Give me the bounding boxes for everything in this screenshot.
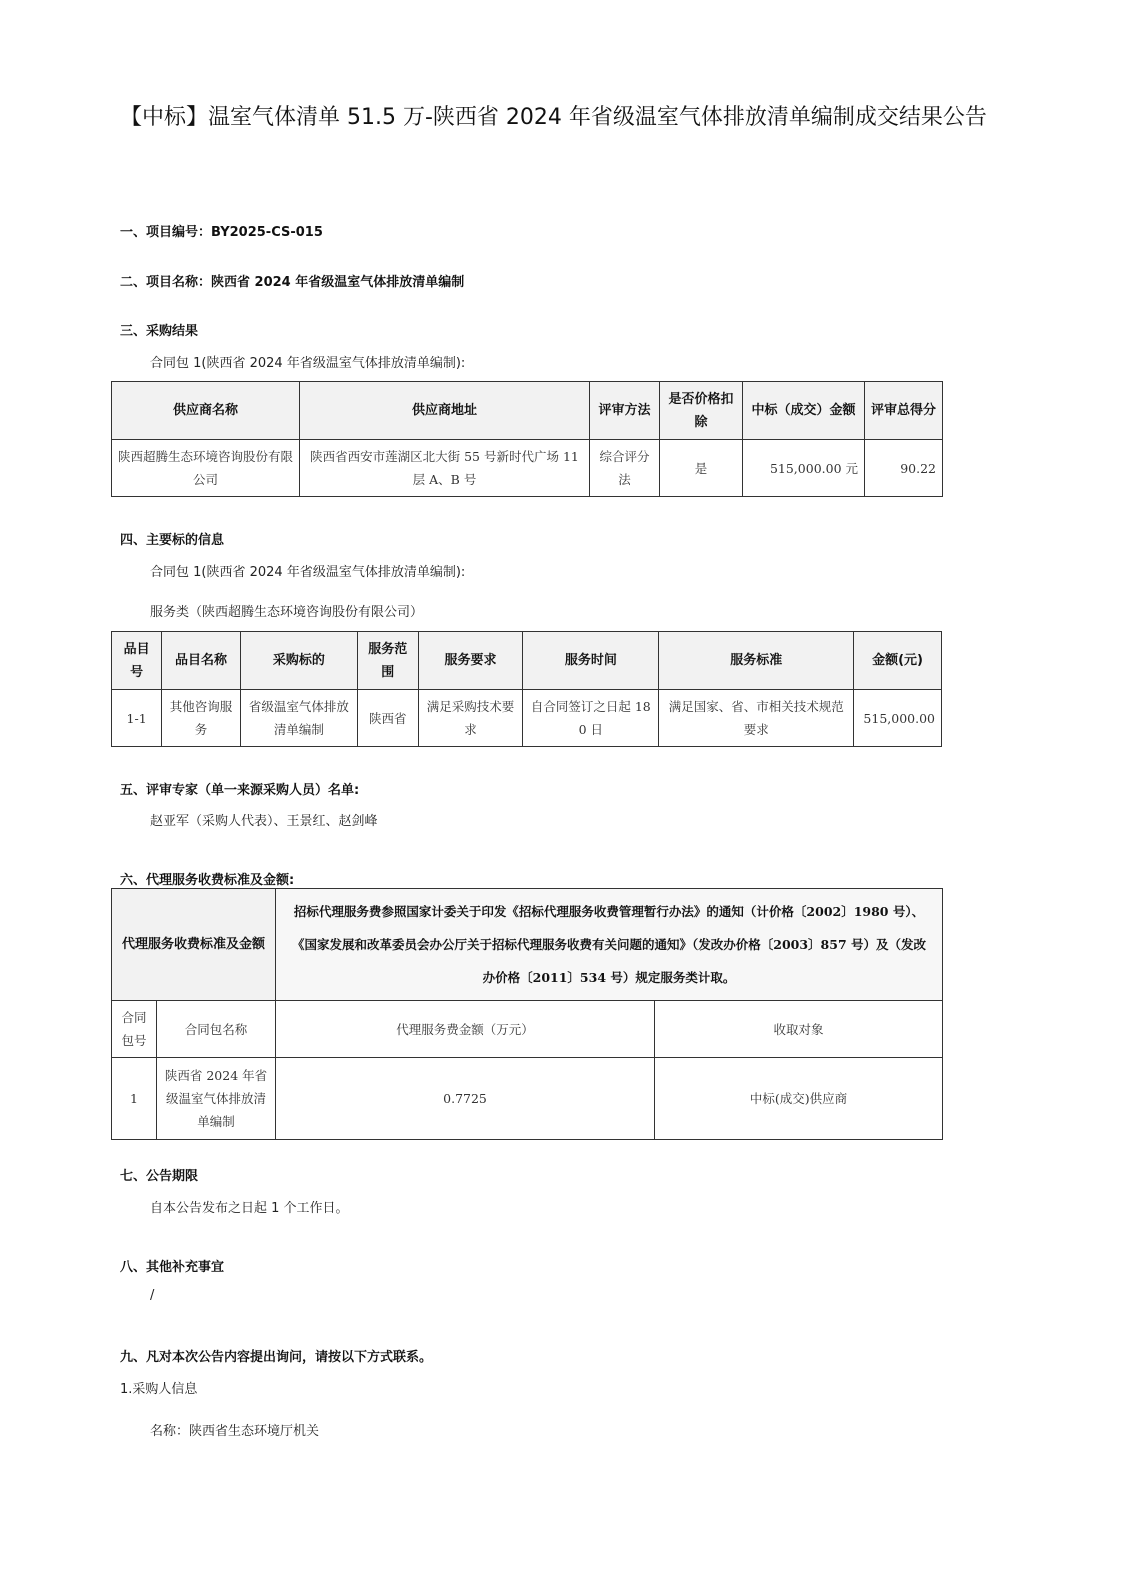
- section-other-matters: 八、其他补充事宜: [120, 1260, 225, 1275]
- service-category: 服务类（陕西超腾生态环境咨询股份有限公司）: [150, 605, 424, 620]
- fee-standard-text: 招标代理服务费参照国家计委关于印发《招标代理服务收费管理暂行办法》的通知（计价格〔2002〕1980 号）、《国家发展和改革委员会办公厅关于招标代理服务收费有关问题的通知》（发改办价格〔2003〕857 号）及（发改办价格〔2011〕534 号）规定服务类计取。: [276, 889, 943, 1001]
- section-contact: 九、凡对本次公告内容提出询问，请按以下方式联系。: [120, 1350, 433, 1365]
- announcement-period-text: 自本公告发布之日起 1 个工作日。: [150, 1201, 349, 1216]
- header-fee-amount: 代理服务费金额（万元）: [276, 1001, 655, 1058]
- item-name: 其他咨询服务: [162, 690, 240, 747]
- page-title: 【中标】温室气体清单 51.5 万-陕西省 2024 年省级温室气体排放清单编制成交结果公告: [120, 105, 987, 130]
- subject-table-header: [112, 632, 942, 690]
- header-total-score: 评审总得分: [865, 382, 943, 440]
- header-item-number: 品目号: [112, 632, 162, 690]
- item-number: 1-1: [112, 690, 162, 747]
- section-announcement-period: 七、公告期限: [120, 1169, 199, 1184]
- header-charge-target: 收取对象: [655, 1001, 943, 1058]
- section-review-experts: 五、评审专家（单一来源采购人员）名单:: [120, 783, 360, 798]
- header-service-scope: 服务范围: [357, 632, 418, 690]
- package-name: 陕西省 2024 年省级温室气体排放清单编制: [157, 1058, 276, 1140]
- header-amount: 金额(元): [854, 632, 942, 690]
- procurement-subject: 省级温室气体排放清单编制: [240, 690, 357, 747]
- header-supplier-name: 供应商名称: [112, 382, 300, 440]
- header-supplier-address: 供应商地址: [300, 382, 590, 440]
- charge-target: 中标(成交)供应商: [655, 1058, 943, 1140]
- award-amount: 515,000.00 元: [743, 440, 865, 497]
- supplier-address: 陕西省西安市莲湖区北大街 55 号新时代广场 11 层 A、B 号: [300, 440, 590, 497]
- service-scope: 陕西省: [357, 690, 418, 747]
- supplier-name: 陕西超腾生态环境咨询股份有限公司: [112, 440, 300, 497]
- fee-standard-row: [112, 889, 943, 1001]
- header-review-method: 评审方法: [590, 382, 660, 440]
- header-service-requirement: 服务要求: [418, 632, 523, 690]
- service-time: 自合同签订之日起 180 日: [523, 690, 659, 747]
- purchaser-info-heading: 1.采购人信息: [120, 1382, 198, 1397]
- header-package-number: 合同包号: [112, 1001, 157, 1058]
- fee-amount: 0.7725: [276, 1058, 655, 1140]
- header-award-amount: 中标（成交）金额: [743, 382, 865, 440]
- package-number: 1: [112, 1058, 157, 1140]
- subject-table: [111, 631, 942, 747]
- service-standard: 满足国家、省、市相关技术规范要求: [659, 690, 854, 747]
- section-agency-fee: 六、代理服务收费标准及金额:: [120, 873, 295, 888]
- section-project-number: 一、项目编号：BY2025-CS-015: [120, 225, 323, 240]
- section-procurement-result: 三、采购结果: [120, 324, 199, 339]
- total-score: 90.22: [865, 440, 943, 497]
- fee-standard-label: 代理服务收费标准及金额: [112, 889, 276, 1001]
- section-subject-info: 四、主要标的信息: [120, 533, 225, 548]
- header-package-name: 合同包名称: [157, 1001, 276, 1058]
- header-item-name: 品目名称: [162, 632, 240, 690]
- result-table-header: [112, 382, 943, 440]
- service-requirement: 满足采购技术要求: [418, 690, 523, 747]
- expert-list: 赵亚军（采购人代表）、王景红、赵剑峰: [150, 814, 378, 829]
- table-row: [112, 690, 942, 747]
- other-matters-text: /: [150, 1288, 155, 1303]
- section-project-name: 二、项目名称：陕西省 2024 年省级温室气体排放清单编制: [120, 275, 465, 290]
- purchaser-name: 名称：陕西省生态环境厅机关: [150, 1424, 320, 1439]
- package-label: 合同包 1(陕西省 2024 年省级温室气体排放清单编制):: [150, 356, 466, 371]
- table-row: [112, 440, 943, 497]
- result-table: [111, 381, 943, 497]
- fee-table: [111, 888, 943, 1140]
- fee-table-header: [112, 1001, 943, 1058]
- header-price-deduction: 是否价格扣除: [660, 382, 743, 440]
- review-method: 综合评分法: [590, 440, 660, 497]
- table-row: [112, 1058, 943, 1140]
- header-service-standard: 服务标准: [659, 632, 854, 690]
- amount: 515,000.00: [854, 690, 942, 747]
- header-service-time: 服务时间: [523, 632, 659, 690]
- price-deduction: 是: [660, 440, 743, 497]
- header-procurement-subject: 采购标的: [240, 632, 357, 690]
- package-label: 合同包 1(陕西省 2024 年省级温室气体排放清单编制):: [150, 565, 466, 580]
